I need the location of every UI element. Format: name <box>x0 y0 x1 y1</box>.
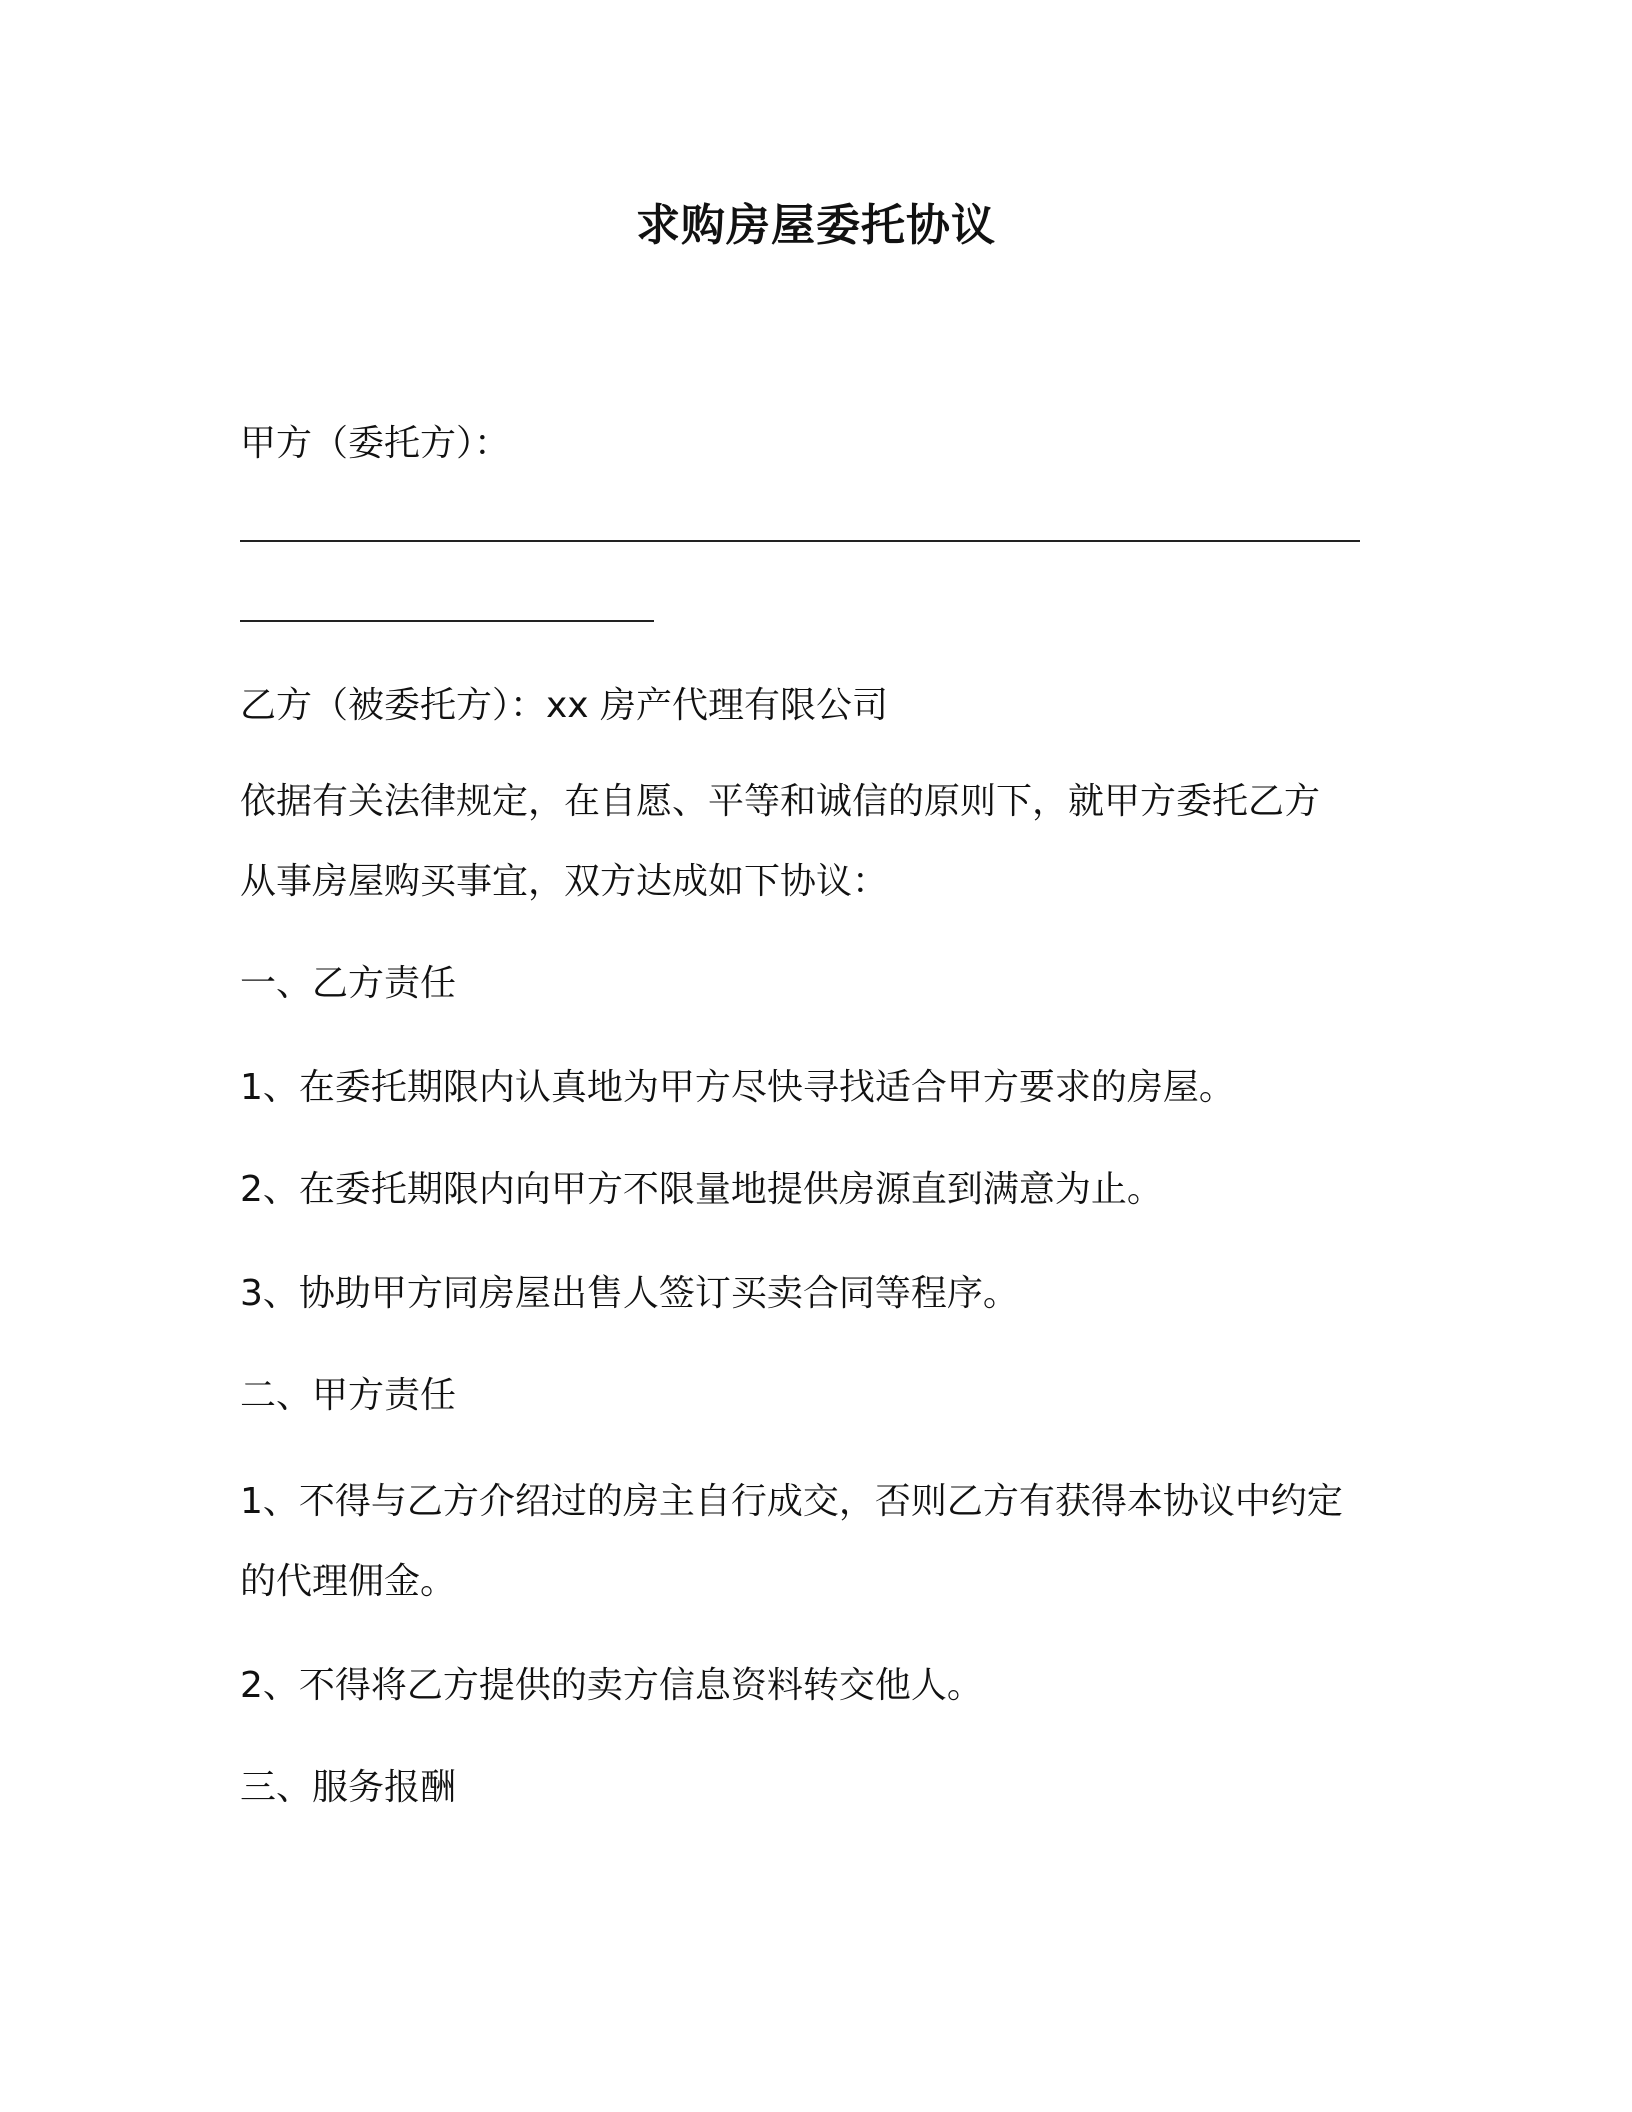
section-2-item-2: 2、不得将乙方提供的卖方信息资料转交他人。 <box>240 1665 983 1706</box>
intro-line-2: 从事房屋购买事宜，双方达成如下协议： <box>240 861 889 902</box>
party-b-label: 乙方（被委托方）：xx 房产代理有限公司 <box>240 685 889 726</box>
party-a-label: 甲方（委托方）： <box>240 423 511 464</box>
section-2-heading: 二、甲方责任 <box>240 1375 457 1416</box>
section-1-item-3: 3、协助甲方同房屋出售人签订买卖合同等程序。 <box>240 1273 1019 1314</box>
section-2-item-1-line-1: 1、不得与乙方介绍过的房主自行成交，否则乙方有获得本协议中约定 <box>240 1481 1343 1522</box>
party-a-blank-line-2 <box>240 620 654 622</box>
section-2-item-1-line-2: 的代理佣金。 <box>240 1561 457 1602</box>
intro-line-1: 依据有关法律规定，在自愿、平等和诚信的原则下，就甲方委托乙方 <box>240 781 1321 822</box>
document-title: 求购房屋委托协议 <box>636 200 996 251</box>
section-1-item-1: 1、在委托期限内认真地为甲方尽快寻找适合甲方要求的房屋。 <box>240 1067 1235 1108</box>
section-1-heading: 一、乙方责任 <box>240 963 457 1004</box>
section-1-item-2: 2、在委托期限内向甲方不限量地提供房源直到满意为止。 <box>240 1169 1163 1210</box>
section-3-heading: 三、服务报酬 <box>240 1767 457 1808</box>
party-a-blank-line-1 <box>240 540 1360 542</box>
